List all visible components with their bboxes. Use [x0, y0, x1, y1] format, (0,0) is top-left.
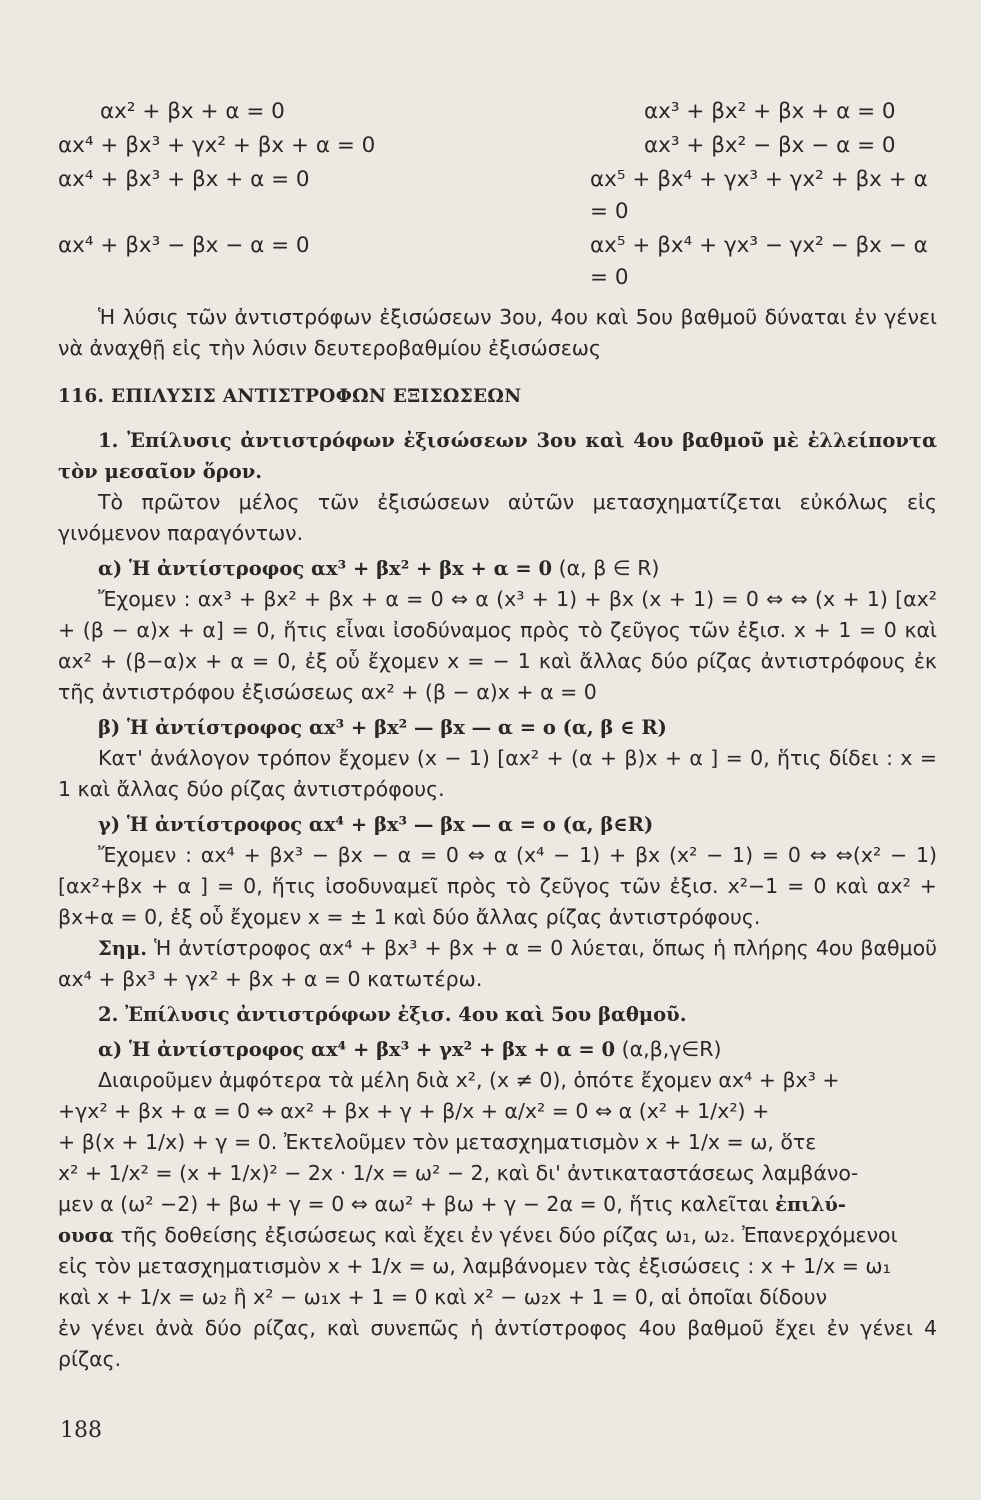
case-a2-title-text: α) Ἡ ἀντίστροφος αx⁴ + βx³ + γx² + βx + α = 0 — [98, 1038, 616, 1061]
case-a-condition: (α, β ∈ R) — [558, 556, 660, 580]
case-a2-line-4: x² + 1/x² = (x + 1/x)² − 2x · 1/x = ω² − 2, καὶ δι' ἀντικαταστάσεως λαμβάνο- — [58, 1161, 859, 1185]
note-text: Ἡ ἀντίστροφος αx⁴ + βx³ + βx + α = 0 λύεται, ὅπως ἡ πλήρης 4ου βαθμοῦ αx⁴ + βx³ + γx² + βx + α = 0 κατωτέρω. — [58, 936, 937, 991]
note-label: Σημ. — [98, 937, 148, 960]
equation: αx⁴ + βx³ + γx² + βx + α = 0 — [58, 133, 376, 158]
case-a2-line-5 — [58, 1189, 937, 1220]
equation: αx⁴ + βx³ − βx − α = 0 — [58, 233, 310, 258]
case-a2-line-5-text: μεν α (ω² −2) + βω + γ = 0 ⇔ αω² + βω + γ − 2α = 0, ἥτις καλεῖται — [58, 1192, 769, 1216]
section-title: 116. ΕΠΙΛΥΣΙΣ ΑΝΤΙΣΤΡΟΦΩΝ ΕΞΙΣΩΣΕΩΝ — [58, 386, 522, 407]
subsection-2-title-text: 2. Ἐπίλυσις ἀντιστρόφων ἐξισ. 4ου καὶ 5ου βαθμοῦ. — [98, 1003, 687, 1026]
subsection-2-title — [58, 999, 937, 1030]
case-a2-line-6 — [58, 1220, 937, 1251]
resolvent-term-end: ουσα — [58, 1224, 114, 1247]
case-b-title-text: β) Ἡ ἀντίστροφος αx³ + βx² — βx — α = ο (α, β ∈ R) — [98, 716, 667, 739]
subsection-1-text: Τὸ πρῶτον μέλος τῶν ἐξισώσεων αὐτῶν μετασχηματίζεται εὐκόλως εἰς γινόμενον παραγόντων. — [58, 490, 937, 545]
case-b-title — [58, 712, 937, 743]
subsection-1-title — [58, 425, 937, 487]
resolvent-term: ἐπιλύ- — [775, 1193, 846, 1216]
case-c-text: Ἔχομεν : αx⁴ + βx³ − βx − α = 0 ⇔ α (x⁴ − 1) + βx (x² − 1) = 0 ⇔ ⇔(x² − 1) [αx²+βx + α ] = 0, ἥτις ἰσοδυναμεῖ πρὸς τὸ ζεῦγος τῶν ἐξισ. x²−1 = 0 καὶ αx² + βx+α = 0, ἐξ οὗ ἔχομεν x = ± 1 καὶ δύο ἄλλας ρίζας ἀντιστρόφους. — [58, 843, 937, 929]
equation: αx³ + βx² − βx − α = 0 — [644, 133, 896, 158]
case-b-text: Κατ' ἀνάλογον τρόπον ἔχομεν (x − 1) [αx² + (α + β)x + α ] = 0, ἥτις δίδει : x = 1 καὶ ἄλλας δύο ρίζας ἀντιστρόφους. — [58, 746, 937, 801]
equation: αx³ + βx² + βx + α = 0 — [644, 99, 896, 124]
equation: αx⁵ + βx⁴ + γx³ − γx² − βx − α = 0 — [590, 233, 928, 290]
case-c-title — [58, 809, 937, 840]
equation: αx⁴ + βx³ + βx + α = 0 — [58, 167, 310, 192]
case-a-title-text: α) Ἡ ἀντίστροφος αx³ + βx² + βx + α = 0 — [98, 557, 553, 580]
equation-list — [58, 96, 937, 294]
case-a2-line-1: Διαιροῦμεν ἀμφότερα τὰ μέλη διὰ x², (x ≠ 0), ὁπότε ἔχομεν αx⁴ + βx³ + — [98, 1068, 840, 1092]
subsection-1-title-text: 1. Ἐπίλυσις ἀντιστρόφων ἐξισώσεων 3ου καὶ 4ου βαθμοῦ μὲ ἐλλείποντα τὸν μεσαῖον ὅρον. — [58, 429, 937, 483]
equation: αx² + βx + α = 0 — [100, 99, 285, 124]
page-number: 188 — [60, 1418, 102, 1443]
case-a2-condition: (α,β,γ∈R) — [621, 1037, 722, 1061]
intro-paragraph: Ἡ λύσις τῶν ἀντιστρόφων ἐξισώσεων 3ου, 4ου καὶ 5ου βαθμοῦ δύναται ἐν γένει νὰ ἀναχθῇ εἰς τὴν λύσιν δευτεροβαθμίου ἐξισώσεως — [58, 305, 937, 360]
equation: αx⁵ + βx⁴ + γx³ + γx² + βx + α = 0 — [590, 167, 928, 224]
case-a2-line-7: εἰς τὸν μετασχηματισμὸν x + 1/x = ω, λαμβάνομεν τὰς ἐξισώσεις : x + 1/x = ω₁ — [58, 1254, 891, 1278]
case-a2-line-3: + β(x + 1/x) + γ = 0. Ἐκτελοῦμεν τὸν μετασχηματισμὸν x + 1/x = ω, ὅτε — [58, 1130, 817, 1154]
case-c-title-text: γ) Ἡ ἀντίστροφος αx⁴ + βx³ — βx — α = ο (α, β∈R) — [98, 813, 654, 836]
case-a2-line-8: καὶ x + 1/x = ω₂ ἢ x² − ω₁x + 1 = 0 καὶ x² − ω₂x + 1 = 0, αἱ ὁποῖαι δίδουν — [58, 1285, 828, 1309]
case-a-title — [58, 553, 937, 584]
case-a2-line-6-text: τῆς δοθείσης ἐξισώσεως καὶ ἔχει ἐν γένει δύο ρίζας ω₁, ω₂. Ἐπανερχόμενοι — [120, 1223, 898, 1247]
case-a2-line-9: ἐν γένει ἀνὰ δύο ρίζας, καὶ συνεπῶς ἡ ἀντίστροφος 4ου βαθμοῦ ἔχει ἐν γένει 4 ρίζας. — [58, 1316, 937, 1371]
case-a2-title — [58, 1034, 937, 1065]
note-paragraph — [58, 933, 937, 995]
case-a2-line-2: +γx² + βx + α = 0 ⇔ αx² + βx + γ + β/x + α/x² = 0 ⇔ α (x² + 1/x²) + — [58, 1099, 770, 1123]
case-a-text: Ἔχομεν : αx³ + βx² + βx + α = 0 ⇔ α (x³ + 1) + βx (x + 1) = 0 ⇔ ⇔ (x + 1) [αx² + (β − α)x + α] = 0, ἥτις εἶναι ἰσοδύναμος πρὸς τὸ ζεῦγος τῶν ἐξισ. x + 1 = 0 καὶ αx² + (β−α)x + α = 0, ἐξ οὗ ἔχομεν x = − 1 καὶ ἄλλας δύο ρίζας ἀντιστρόφους ἐκ τῆς ἀντιστρόφου ἐξισώσεως αx² + (β − α)x + α = 0 — [58, 587, 937, 704]
